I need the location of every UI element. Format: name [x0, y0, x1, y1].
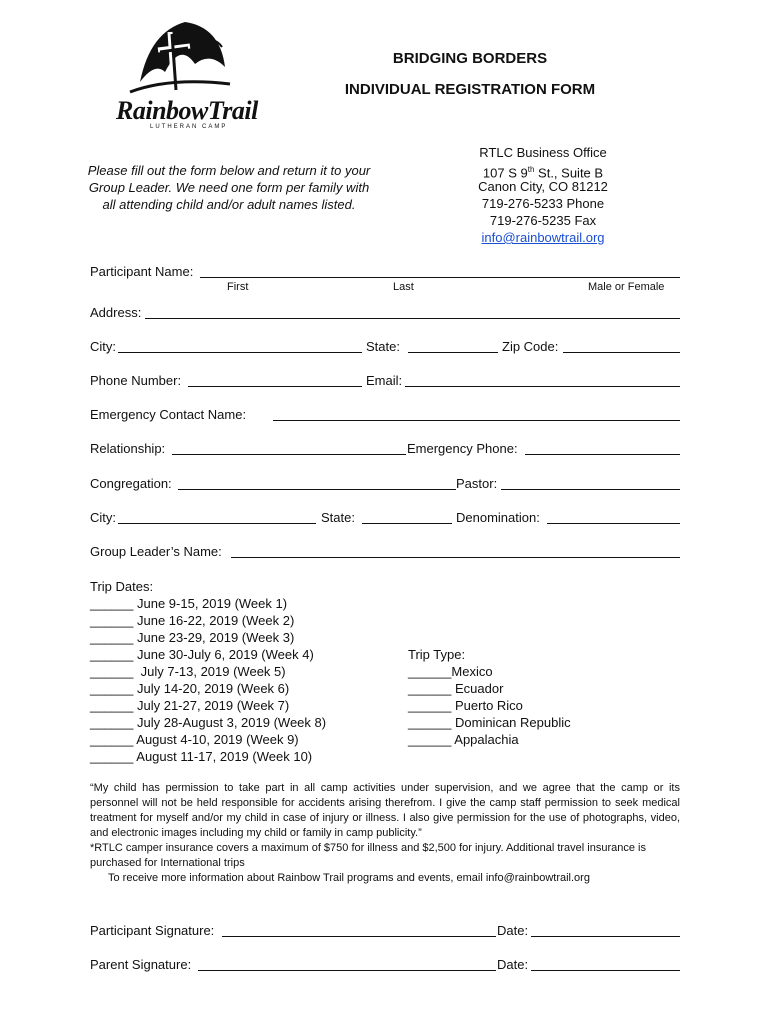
trip-type-option[interactable]: ______ Ecuador: [408, 681, 504, 696]
denomination-field[interactable]: [547, 523, 680, 524]
trip-week-option[interactable]: ______ July 7-13, 2019 (Week 5): [90, 664, 286, 679]
office-fax: 719-276-5235 Fax: [489, 213, 597, 228]
church-state-field[interactable]: [362, 523, 452, 524]
group-leader-field[interactable]: [231, 557, 680, 558]
office-city: Canon City, CO 81212: [478, 179, 608, 194]
first-caption: First: [227, 281, 249, 293]
trip-week-option[interactable]: ______ August 11-17, 2019 (Week 10): [90, 749, 313, 764]
trip-week-option[interactable]: ______ June 9-15, 2019 (Week 1): [90, 596, 288, 611]
form-title: BRIDGING BORDERS: [392, 50, 548, 67]
email-field[interactable]: [405, 386, 680, 387]
insurance-note: *RTLC camper insurance covers a maximum of $750 for illness and $2,500 for injury. Additional travel insurance is purchased for International trips: [90, 842, 646, 869]
state-field[interactable]: [408, 352, 498, 353]
office-phone: 719-276-5233 Phone: [481, 196, 605, 211]
emergency-phone-label: Emergency Phone:: [407, 441, 518, 456]
congregation-field[interactable]: [178, 489, 456, 490]
more-info-note: To receive more information about Rainbow Trail programs and events, email info@rainbowtrail.org: [108, 872, 590, 884]
pastor-label: Pastor:: [456, 476, 498, 491]
city-field[interactable]: [118, 352, 362, 353]
instructions-text: Please fill out the form below and return it to your Group Leader. We need one form per family with all attending child and/or adult names listed.: [87, 163, 371, 212]
church-city-field[interactable]: [118, 523, 316, 524]
parent-signature-label: Parent Signature:: [90, 957, 192, 972]
participant-date-field[interactable]: [531, 936, 680, 937]
church-city-label: City:: [90, 510, 116, 525]
last-caption: Last: [393, 281, 414, 293]
participant-name-field[interactable]: [200, 277, 680, 278]
pastor-field[interactable]: [501, 489, 680, 490]
email-link[interactable]: info@rainbowtrail.org: [481, 230, 605, 245]
trip-week-option[interactable]: ______ July 28-August 3, 2019 (Week 8): [90, 715, 327, 730]
parent-date-field[interactable]: [531, 970, 680, 971]
parent-date-label: Date:: [497, 957, 529, 972]
zip-label: Zip Code:: [502, 339, 559, 354]
parent-signature-field[interactable]: [198, 970, 496, 971]
city-label: City:: [90, 339, 116, 354]
phone-label: Phone Number:: [90, 373, 182, 388]
trip-week-option[interactable]: ______ June 16-22, 2019 (Week 2): [90, 613, 295, 628]
trip-dates-label: Trip Dates:: [90, 579, 154, 594]
permission-statement: “My child has permission to take part in all camp activities under supervision, and we agree that the camp or its personnel will not be held responsible for accidents arising therefrom. I give the camp staff permission to seek medical treatment for myself and/or my child in case of injury or illness. I also give permission for the use of photographs, video, and electronic images including my child or family in camp publicity.”: [90, 782, 680, 839]
trip-week-option[interactable]: ______ July 21-27, 2019 (Week 7): [90, 698, 290, 713]
group-leader-label: Group Leader’s Name:: [90, 544, 222, 559]
trip-week-option[interactable]: ______ July 14-20, 2019 (Week 6): [90, 681, 290, 696]
state-label: State:: [366, 339, 400, 354]
emergency-contact-label: Emergency Contact Name:: [90, 407, 247, 422]
trip-week-option[interactable]: ______ June 30-July 6, 2019 (Week 4): [90, 647, 314, 662]
office-email: [458, 229, 628, 246]
trip-type-option[interactable]: ______Mexico: [408, 664, 493, 679]
participant-name-label: Participant Name:: [90, 264, 194, 279]
trip-week-option[interactable]: ______ June 23-29, 2019 (Week 3): [90, 630, 295, 645]
church-state-label: State:: [321, 510, 355, 525]
office-name: RTLC Business Office: [479, 145, 607, 160]
office-street: 107 S 9th St., Suite B: [482, 165, 604, 181]
relationship-field[interactable]: [172, 454, 406, 455]
logo-wordmark: RainbowTrail: [116, 96, 258, 125]
trip-type-label: Trip Type:: [408, 647, 466, 662]
relationship-label: Relationship:: [90, 441, 166, 456]
legal-text: [90, 781, 680, 886]
denomination-label: Denomination:: [456, 510, 540, 525]
trip-type-option[interactable]: ______ Appalachia: [408, 732, 519, 747]
form-subtitle: INDIVIDUAL REGISTRATION FORM: [344, 81, 596, 98]
participant-signature-label: Participant Signature:: [90, 923, 215, 938]
emergency-phone-field[interactable]: [525, 454, 680, 455]
participant-signature-field[interactable]: [222, 936, 496, 937]
congregation-label: Congregation:: [90, 476, 172, 491]
trip-type-option[interactable]: ______ Dominican Republic: [408, 715, 571, 730]
emergency-contact-field[interactable]: [273, 420, 680, 421]
trip-week-option[interactable]: ______ August 4-10, 2019 (Week 9): [90, 732, 299, 747]
email-label: Email:: [366, 373, 403, 388]
participant-date-label: Date:: [497, 923, 529, 938]
phone-field[interactable]: [188, 386, 362, 387]
address-field[interactable]: [145, 318, 680, 319]
gender-caption: Male or Female: [588, 281, 665, 293]
logo-subtitle: LUTHERAN CAMP: [150, 124, 228, 130]
trip-type-option[interactable]: ______ Puerto Rico: [408, 698, 523, 713]
zip-field[interactable]: [563, 352, 680, 353]
address-label: Address:: [90, 305, 142, 320]
